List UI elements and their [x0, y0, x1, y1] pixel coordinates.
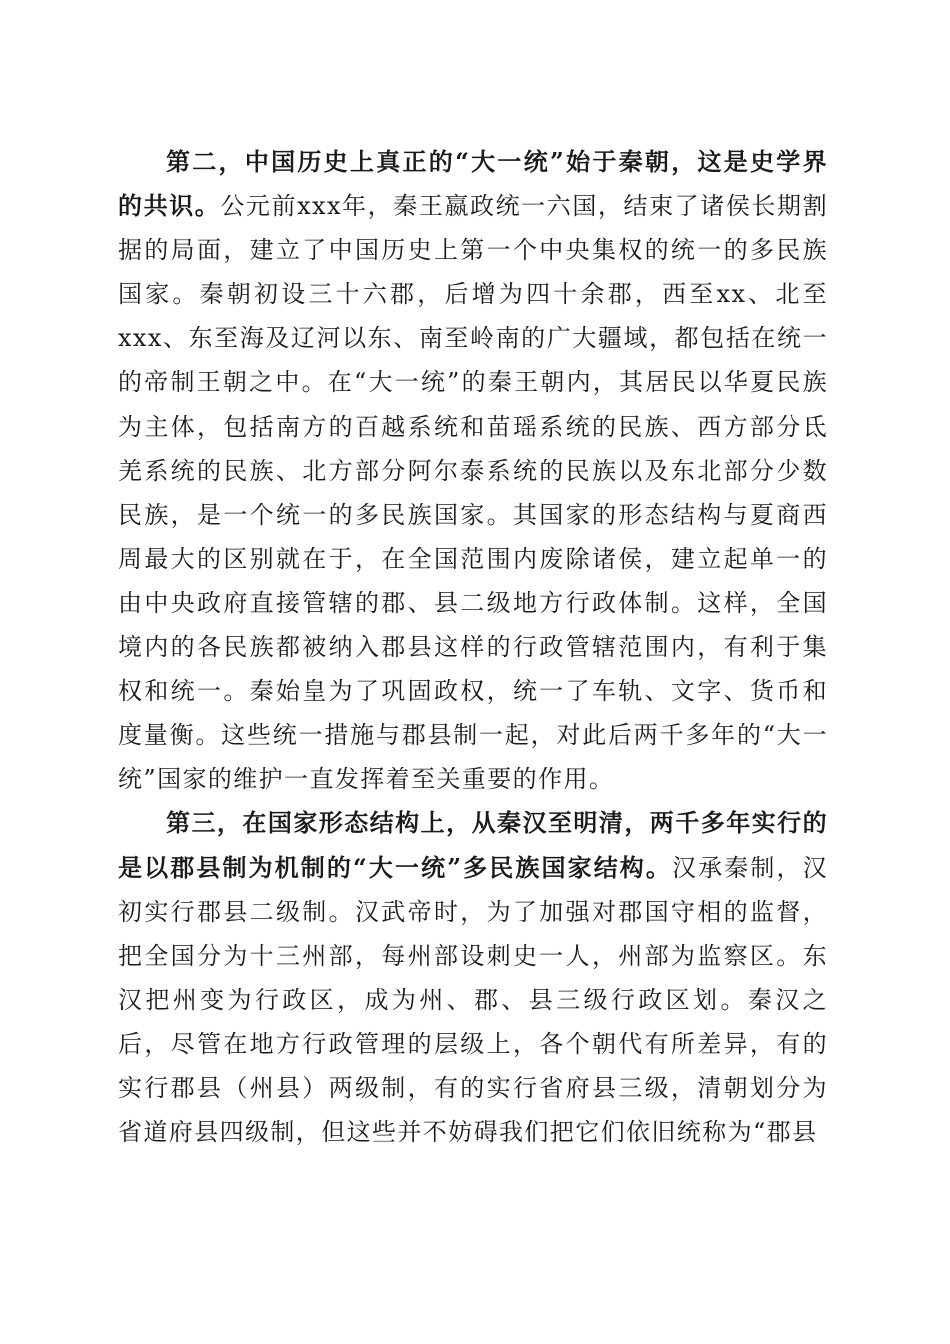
paragraph-body: 汉承秦制，汉初实行郡县二级制。汉武帝时，为了加强对郡国守相的监督，把全国分为十三州部，每州部设刺史一人，州部为监察区。东汉把州变为行政区，成为州、郡、县三级行政区划。秦汉之后，尽管在地方行政管理的层级上，各个朝代有所差异，有的实行郡县（州县）两级制，有的实行省府县三级，清朝划分为省道府县四级制，但这些并不妨碍我们把它们依旧统称为“郡县 [118, 853, 828, 1147]
paragraph-lead: 第三，在国家形态结构上，从秦汉至明清，两千多年实行的是以郡县制为机制的“大一统”多民族国家结构。 [118, 808, 828, 882]
paragraph-body: 公元前xxx年，秦王嬴政统一六国，结束了诸侯长期割据的局面，建立了中国历史上第一个中央集权的统一的多民族国家。秦朝初设三十六郡，后增为四十余郡，西至xx、北至xxx、东至海及辽河以东、南至岭南的广大疆域，都包括在统一的帝制王朝之中。在“大一统”的秦王朝内，其居民以华夏民族为主体，包括南方的百越系统和苗瑶系统的民族、西方部分氐羌系统的民族、北方部分阿尔泰系统的民族以及东北部分少数民族，是一个统一的多民族国家。其国家的形态结构与夏商西周最大的区别就在于，在全国范围内废除诸侯，建立起单一的由中央政府直接管辖的郡、县二级地方行政体制。这样，全国境内的各民族都被纳入郡县这样的行政管辖范围内，有利于集权和统一。秦始皇为了巩固政权，统一了车轨、文字、货币和度量衡。这些统一措施与郡县制一起，对此后两千多年的“大一统”国家的维护一直发挥着至关重要的作用。 [118, 192, 828, 794]
paragraph-second [118, 140, 828, 801]
paragraph-lead: 第二，中国历史上真正的“大一统”始于秦朝，这是史学界的共识。 [118, 147, 828, 221]
paragraph-third [118, 801, 828, 1154]
document-page [118, 140, 828, 1154]
